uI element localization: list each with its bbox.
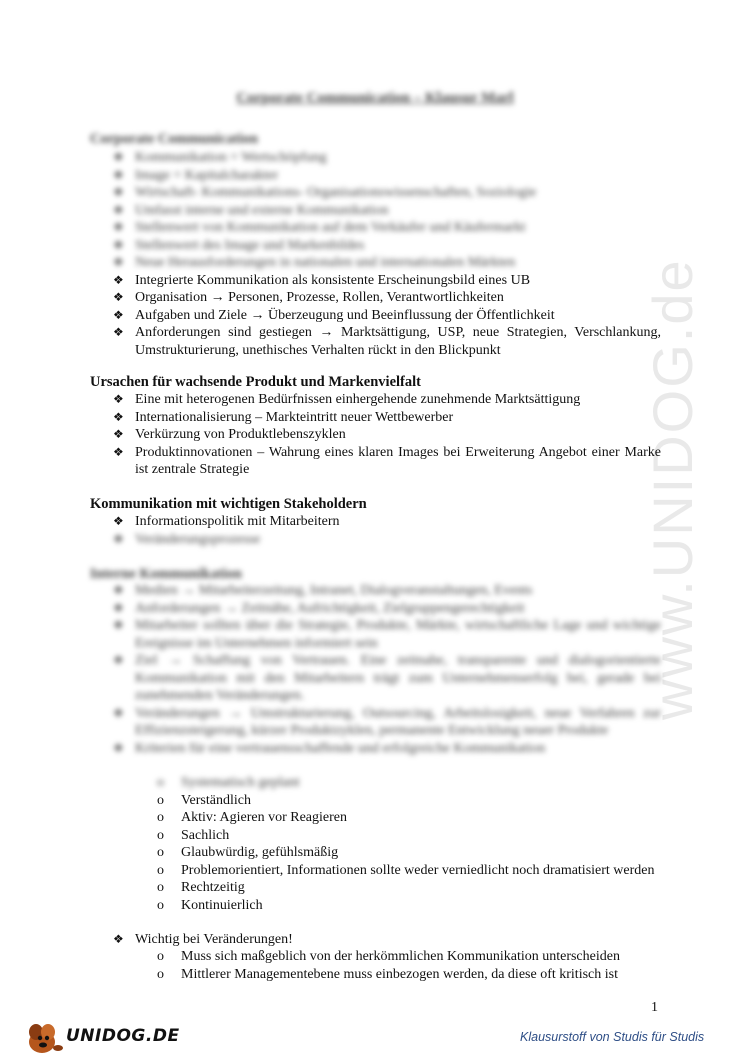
- list-item: o Kontinuierlich: [157, 897, 263, 913]
- list-item: ❖ Umfasst interne und externe Kommunikation: [113, 202, 389, 218]
- list-item: ❖ Stellenwert von Kommunikation auf dem Verkäufer und Käufermarkt: [113, 220, 526, 235]
- bullet-icon: ❖: [113, 444, 124, 459]
- list-item: o Problemorientiert, Informationen sollte weder verniedlicht noch dramatisiert werden: [157, 862, 655, 878]
- section3-list: [113, 513, 661, 548]
- footer-slogan: Klausurstoff von Studis für Studis: [520, 1030, 705, 1044]
- document-title: Corporate Communication – Klausur Marl: [236, 90, 514, 106]
- page-number: 1: [651, 1000, 658, 1015]
- list-item: ❖ Wichtig bei Veränderungen!: [113, 932, 293, 947]
- bullet-icon: ❖: [113, 583, 124, 597]
- bullet-icon: ❖: [113, 409, 124, 424]
- important-list: [113, 931, 661, 949]
- unidog-logo: [22, 1018, 180, 1056]
- list-item: o Muss sich maßgeblich von der herkömmlichen Kommunikation unterscheiden: [157, 949, 620, 964]
- bullet-icon: ❖: [113, 740, 124, 755]
- bullet-icon: ❖: [113, 705, 124, 720]
- list-item: ❖ Neue Herausforderungen in nationalen und internationalen Märkten: [113, 255, 516, 270]
- list-item: ❖ Kriterien für eine vertrauensschaffende und erfolgreiche Kommunikation: [113, 740, 546, 756]
- bullet-icon: ❖: [113, 653, 124, 667]
- section1-list: [113, 149, 661, 359]
- bullet-icon: ❖: [113, 202, 124, 217]
- bullet-icon: ❖: [113, 307, 124, 322]
- section-heading-interne-kommunikation: Interne Kommunikation: [90, 566, 242, 582]
- bullet-icon: ❖: [113, 237, 124, 252]
- bullet-icon: ❖: [113, 290, 124, 304]
- section-heading-stakeholdern: Kommunikation mit wichtigen Stakeholdern: [90, 496, 367, 512]
- list-item: ❖ Stellenwert des Image und Markenbildes: [113, 237, 365, 253]
- list-item: ❖ Verkürzung von Produktlebenszyklen: [113, 427, 346, 442]
- section-heading-corporate-communication: Corporate Communication: [90, 131, 258, 147]
- list-item: o Glaubwürdig, gefühlsmäßig: [157, 845, 339, 860]
- list-item: ❖ Informationspolitik mit Mitarbeitern: [113, 514, 340, 529]
- bullet-icon: ❖: [113, 255, 124, 269]
- bullet-icon: ❖: [113, 600, 124, 615]
- list-item: ❖ Organisation → Personen, Prozesse, Rollen, Verantwortlichkeiten: [113, 290, 504, 305]
- list-item: o Aktiv: Agieren vor Reagieren: [157, 810, 348, 825]
- important-sub-list: [157, 948, 661, 983]
- list-item: ❖ Produktinnovationen – Wahrung eines klaren Images bei Erweiterung Angebot einer Marke ist zentrale Strategie: [113, 444, 661, 477]
- criteria-list: [157, 774, 661, 914]
- list-item: ❖ Anforderungen sind gestiegen → Marktsättigung, USP, neue Strategien, Verschlankung, Umstrukturierung, unethisches Verhalten rückt in den Blickpunkt: [113, 325, 661, 358]
- bullet-icon: ❖: [113, 150, 124, 164]
- list-item: ❖ Aufgaben und Ziele → Überzeugung und Beeinflussung der Öffentlichkeit: [113, 307, 555, 323]
- section2-list: [113, 391, 661, 479]
- watermark: www.UNIDOG.de: [641, 258, 704, 720]
- logo-text: UNIDOG.DE: [66, 1026, 180, 1046]
- list-item: o Sachlich: [157, 827, 230, 843]
- list-item: ❖ Wirtschaft- Kommunikations- Organisationswissenschaften, Soziologie: [113, 185, 537, 200]
- bullet-icon: ❖: [113, 531, 124, 546]
- bullet-icon: ❖: [113, 392, 124, 406]
- bullet-icon: ❖: [113, 932, 124, 946]
- section4-list: [113, 582, 661, 757]
- bullet-icon: ❖: [113, 272, 124, 287]
- list-item: o Verständlich: [157, 792, 251, 808]
- list-item: ❖ Kommunikation = Wertschöpfung: [113, 150, 327, 165]
- list-item: o Rechtzeitig: [157, 880, 245, 895]
- bullet-icon: ❖: [113, 618, 124, 632]
- list-item: o Mittlerer Managementebene muss einbezogen werden, da diese oft kritisch ist: [157, 966, 618, 982]
- list-item: ❖ Eine mit heterogenen Bedürfnissen einhergehende zunehmende Marktsättigung: [113, 392, 581, 407]
- bullet-icon: ❖: [113, 325, 124, 339]
- list-item: ❖ Integrierte Kommunikation als konsistente Erscheinungsbild eines UB: [113, 272, 531, 288]
- bullet-icon: ❖: [113, 167, 124, 182]
- list-item: o Systematisch geplant: [157, 775, 300, 790]
- list-item: ❖ Veränderungen → Umstrukturierung, Outsourcing, Arbeitslosigkeit, neue Verfahren zur Effizienzsteigerung, kürzer Produktzyklen, permanente Entwicklung neuer Produkte: [113, 705, 661, 738]
- list-item: ❖ Veränderungsprozesse: [113, 531, 261, 547]
- list-item: ❖ Internationalisierung – Markteintritt neuer Wettbewerber: [113, 409, 454, 425]
- section-heading-ursachen: Ursachen für wachsende Produkt und Markenvielfalt: [90, 374, 421, 390]
- bullet-icon: ❖: [113, 220, 124, 234]
- list-item: ❖ Image = Kapitalcharakter: [113, 167, 279, 183]
- dog-icon: [22, 1018, 68, 1056]
- list-item: ❖ Anforderungen → Zeitnähe, Aufrichtigkeit, Zielgruppengerechtigkeit: [113, 600, 525, 616]
- list-item: ❖ Medien → Mitarbeiterzeitung, Intranet, Dialogveranstaltungen, Events: [113, 583, 533, 598]
- list-item: ❖ Mitarbeiter sollten über die Strategie, Produkte, Märkte, wirtschaftliche Lage und wichtige Ereignisse im Unternehmen informiert sein: [113, 618, 661, 651]
- list-item: ❖ Ziel → Schaffung von Vertrauen. Eine zeitnahe, transparente und dialogorientierte Kommunikation mit den Mitarbeitern trägt zum Unternehmenserfolg bei, gerade bei zunehmenden Veränderungen.: [113, 653, 661, 703]
- bullet-icon: ❖: [113, 185, 124, 199]
- bullet-icon: ❖: [113, 514, 124, 528]
- bullet-icon: ❖: [113, 427, 124, 441]
